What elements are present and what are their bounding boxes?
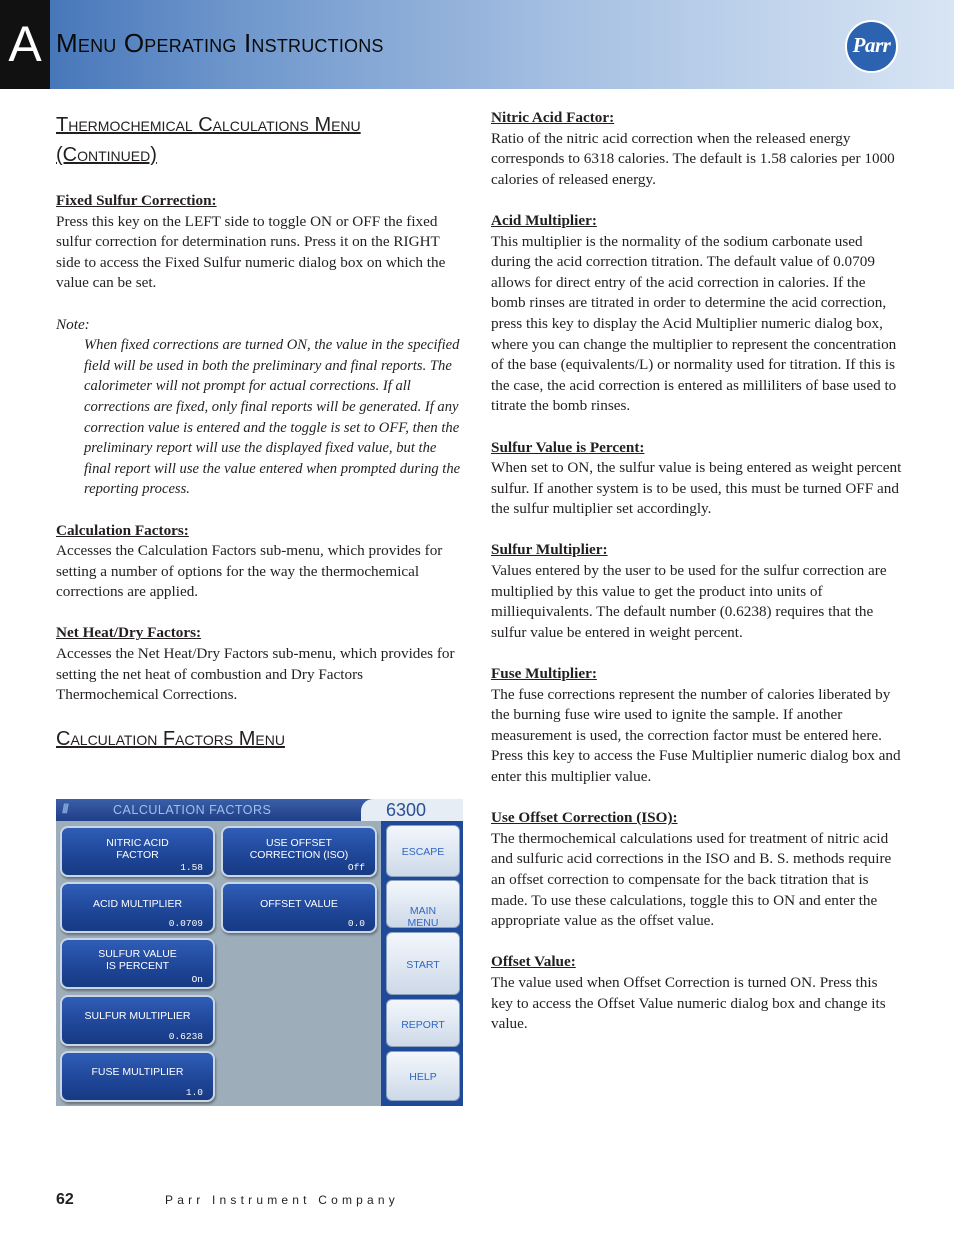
- heading-line-1: Thermochemical Calculations Menu: [56, 114, 361, 136]
- nitric-acid-section: [491, 108, 903, 190]
- side-button-label: ESCAPE: [401, 846, 445, 858]
- nitric-acid-factor-button[interactable]: [60, 826, 215, 877]
- sulfur-percent-title: Sulfur Value is Percent:: [491, 438, 645, 456]
- button-value: 0.6238: [168, 1031, 203, 1042]
- button-label: USE OFFSET CORRECTION (ISO): [249, 837, 349, 861]
- sulfur-multiplier-title: Sulfur Multiplier:: [491, 541, 608, 559]
- help-button[interactable]: [386, 1051, 460, 1101]
- stripes-icon: ///: [62, 801, 67, 816]
- offset-value-section: [491, 952, 903, 1034]
- appendix-letter: A: [0, 0, 50, 89]
- section-heading-thermochemical: [56, 110, 451, 170]
- calculation-factors-screen: [56, 799, 463, 1106]
- fuse-multiplier-body: The fuse corrections represent the number of calories liberated by the burning fuse wire used to ignite the sample. If another measurement is used, the correction factor must be entered here. Press this key to access the Fuse Multiplier numeric dialog box and enter this multiplier value.: [491, 685, 901, 785]
- section-heading-calculation-factors: Calculation Factors Menu: [56, 727, 285, 750]
- sulfur-multiplier-section: [491, 540, 903, 643]
- sulfur-multiplier-body: Values entered by the user to be used for the sulfur correction are multiplied by this value to get the product into units of milliequivalents. The default number (0.6238) requires that the sulfur value be entered in weight percent.: [491, 562, 887, 641]
- left-column: [56, 108, 466, 754]
- sulfur-percent-section: [491, 438, 903, 520]
- heading-line-2: (Continued): [56, 144, 157, 166]
- side-button-label: MAIN MENU: [407, 905, 439, 929]
- net-heat-section: [56, 623, 466, 705]
- button-value: 0.0709: [168, 918, 203, 929]
- report-button[interactable]: [386, 999, 460, 1047]
- note-label: Note:: [56, 315, 90, 333]
- screen-model-number: 6300: [361, 799, 463, 821]
- use-offset-correction-button[interactable]: [221, 826, 377, 877]
- button-value: 0.0: [347, 918, 365, 929]
- button-label: OFFSET VALUE: [260, 898, 338, 910]
- footer-company-name: Parr Instrument Company: [165, 1193, 399, 1207]
- button-label: NITRIC ACID FACTOR: [106, 837, 169, 861]
- side-button-label: HELP: [409, 1071, 437, 1083]
- offset-correction-section: [491, 808, 903, 932]
- parr-logo: Parr: [845, 20, 898, 73]
- button-label: ACID MULTIPLIER: [92, 898, 183, 910]
- button-label: FUSE MULTIPLIER: [91, 1066, 184, 1078]
- calculation-factors-body: Accesses the Calculation Factors sub-menu, which provides for setting a number of options for the way the thermochemical corrections are applied.: [56, 542, 443, 601]
- main-menu-button[interactable]: [386, 880, 460, 928]
- offset-value-title: Offset Value:: [491, 953, 576, 971]
- sulfur-multiplier-button[interactable]: [60, 995, 215, 1046]
- fixed-sulfur-body: Press this key on the LEFT side to toggle ON or OFF the fixed sulfur correction for determination runs. Press it on the RIGHT side to access the Fixed Sulfur numeric dialog box on which the value can be set.: [56, 212, 446, 292]
- button-value: 1.58: [180, 862, 203, 873]
- fixed-sulfur-section: [56, 191, 466, 294]
- offset-value-body: The value used when Offset Correction is turned ON. Press this key to access the Offset Value numeric dialog box and change its value.: [491, 973, 886, 1033]
- fuse-multiplier-title: Fuse Multiplier:: [491, 665, 597, 683]
- acid-multiplier-title: Acid Multiplier:: [491, 211, 597, 229]
- offset-value-button[interactable]: [221, 882, 377, 933]
- page-title: Menu Operating Instructions: [56, 28, 384, 58]
- page-header: [0, 0, 954, 89]
- fixed-sulfur-title: Fixed Sulfur Correction:: [56, 192, 217, 209]
- button-label: SULFUR MULTIPLIER: [84, 1010, 191, 1022]
- right-column: [491, 108, 903, 1055]
- button-label: SULFUR VALUE IS PERCENT: [98, 948, 177, 972]
- page-number: 62: [56, 1191, 74, 1208]
- button-value: Off: [347, 862, 365, 873]
- sulfur-percent-body: When set to ON, the sulfur value is being entered as weight percent sulfur. If another system is to be used, this must be turned OFF and the sulfur multiplier set accordingly.: [491, 459, 902, 518]
- fuse-multiplier-button[interactable]: [60, 1051, 215, 1102]
- acid-multiplier-body: This multiplier is the normality of the sodium carbonate used during the acid correction titration. The default value of 0.0709 allows for direct entry of the acid correction in calories. If the bomb rinses are titrated in order to determine the acid correction, press this key to display the Acid Multiplier numeric dialog box, where you can change the multiplier to represent the concentration of the base (equivalents/L) or normality used for titration. If this is the case, the acid correction is entered as milliliters of base used to titrate the bomb rinses.: [491, 232, 897, 415]
- note-body: When fixed corrections are turned ON, the value in the specified field will be used in both the preliminary and final reports. The calorimeter will not prompt for actual corrections. If all corrections are fixed, only final reports will be generated. If any correction value is entered and the toggle is set to OFF, then the preliminary report will use the displayed fixed value, but the final report will use the value entered when prompted during the reporting process.: [84, 337, 461, 498]
- button-value: On: [191, 974, 203, 985]
- nitric-acid-title: Nitric Acid Factor:: [491, 109, 615, 126]
- side-button-label: START: [406, 959, 440, 971]
- net-heat-title: Net Heat/Dry Factors:: [56, 624, 202, 642]
- acid-multiplier-section: [491, 211, 903, 417]
- calculation-factors-title: Calculation Factors:: [56, 521, 189, 539]
- button-value: 1.0: [185, 1087, 203, 1098]
- offset-correction-body: The thermochemical calculations used for treatment of nitric acid and sulfuric acid corrections in the ISO and B. S. methods require an offset correction to compensate for the back titration that is made. To use these calculations, toggle this to ON and enter the appropriate value as the offset value.: [491, 829, 892, 930]
- escape-button[interactable]: [386, 825, 460, 877]
- screen-title: CALCULATION FACTORS: [113, 803, 272, 817]
- fuse-multiplier-section: [491, 664, 903, 788]
- start-button[interactable]: [386, 932, 460, 995]
- acid-multiplier-button[interactable]: [60, 882, 215, 933]
- offset-correction-title: Use Offset Correction (ISO):: [491, 809, 678, 827]
- sulfur-value-percent-button[interactable]: [60, 938, 215, 989]
- nitric-acid-body: Ratio of the nitric acid correction when the released energy corresponds to 6318 calories. The default is 1.58 calories per 1000 calories of released energy.: [491, 129, 895, 188]
- note-section: [56, 315, 466, 500]
- side-button-label: REPORT: [401, 1019, 445, 1031]
- net-heat-body: Accesses the Net Heat/Dry Factors sub-menu, which provides for setting the net heat of combustion and Dry Factors Thermochemical Corrections.: [56, 645, 455, 704]
- calculation-factors-section: [56, 521, 466, 603]
